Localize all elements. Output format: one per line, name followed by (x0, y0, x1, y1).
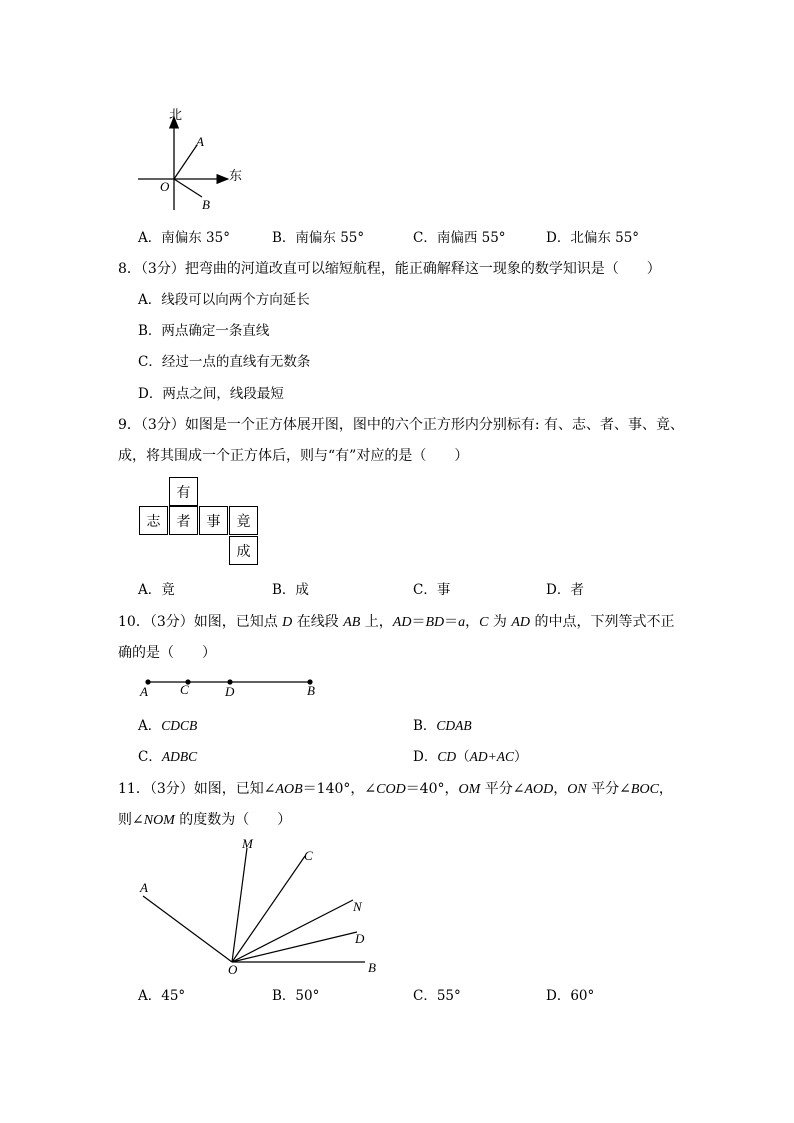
q10-option-c[interactable] (138, 747, 197, 767)
q10-stem-text: 10．（3分）如图，已知点 (118, 614, 283, 630)
label-c: C (304, 848, 313, 863)
q9-option-d[interactable]: D．者 (546, 582, 584, 598)
q11-stem-line2 (118, 810, 291, 831)
label-c: C (180, 682, 189, 697)
cube-cell-you: 有 (169, 477, 198, 506)
label-b: B (307, 683, 315, 698)
cube-cell-jing: 竟 (229, 506, 258, 535)
label-o: O (228, 962, 238, 977)
q11-option-a[interactable]: A．45° (138, 988, 186, 1004)
q10-stem-text: ＝ (411, 614, 426, 630)
q11-option-d[interactable]: D．60° (546, 988, 595, 1004)
q10-stem-text: 上， (360, 614, 393, 630)
north-label: 北 (169, 108, 183, 123)
option-label: C． (138, 749, 162, 765)
q11-var: NOM (143, 813, 175, 828)
q9-option-c[interactable]: C．事 (413, 582, 451, 598)
option-expr: ADBC (161, 749, 198, 764)
q10-var-ad: AD (392, 615, 412, 630)
angles-figure (135, 838, 395, 978)
q10-var-ad2: AD (511, 615, 531, 630)
segment-figure (135, 672, 325, 702)
cube-cell-cheng: 成 (229, 536, 258, 565)
label-o: O (160, 179, 170, 194)
q9-stem-line2: 成，将其围成一个正方体后，则与“有”对应的是（ ） (118, 448, 469, 464)
q11-var: OM (458, 782, 481, 797)
ray-ob (174, 179, 202, 197)
q11-var: ON (567, 782, 587, 797)
q9-option-b[interactable]: B．成 (272, 582, 309, 598)
q10-stem-text: 在线段 (292, 614, 344, 630)
q10-var-ab: AB (343, 615, 361, 630)
q11-stem-text: 平分∠ (480, 781, 525, 797)
q10-option-a[interactable] (138, 716, 197, 736)
q11-stem-line1 (118, 779, 673, 800)
q10-var-c: C (479, 615, 489, 630)
q8-option-c[interactable]: C．经过一点的直线有无数条 (138, 354, 311, 370)
option-expr: CDCB (161, 718, 198, 733)
q10-var-a: a (458, 615, 466, 630)
q11-stem-text: ， (553, 781, 568, 797)
ray-om (232, 848, 247, 962)
q7-option-c[interactable]: C．南偏西 55° (413, 230, 506, 246)
option-label: D． (413, 749, 438, 765)
ray-oc (232, 856, 305, 962)
option-label: B． (413, 718, 437, 734)
q10-stem-text: 为 (488, 614, 512, 630)
label-n: N (353, 899, 362, 914)
cube-cell-zhi: 志 (139, 506, 168, 535)
q10-var-bd: BD (425, 615, 445, 630)
ray-oa (174, 145, 197, 179)
east-label: 东 (229, 169, 243, 184)
q11-var: AOD (524, 782, 554, 797)
q9-option-a[interactable]: A．竟 (138, 582, 175, 598)
option-expr: CD (437, 749, 457, 764)
label-b: B (368, 960, 376, 975)
q10-option-b[interactable] (413, 716, 472, 736)
option-expr: CDAB (436, 718, 472, 733)
option-label: A． (138, 718, 162, 734)
q8-option-a[interactable]: A．线段可以向两个方向延长 (138, 292, 310, 308)
q10-stem-text: ， (465, 614, 480, 630)
compass-figure (135, 105, 245, 215)
q11-var: COD (376, 782, 406, 797)
ray-od (232, 932, 357, 962)
option-paren: ） (513, 749, 528, 765)
option-expr: AD+AC (469, 749, 514, 764)
q10-option-d[interactable] (413, 747, 527, 767)
cube-cell-shi: 事 (199, 506, 228, 535)
q10-stem-text: ＝ (444, 614, 459, 630)
q7-option-d[interactable]: D．北偏东 55° (546, 230, 640, 246)
q8-option-b[interactable]: B．两点确定一条直线 (138, 323, 270, 339)
q11-stem-text: 11．（3分）如图，已知∠ (118, 781, 276, 797)
label-a: A (140, 684, 148, 699)
q11-stem-text: 平分∠ (586, 781, 631, 797)
label-a: A (140, 880, 148, 895)
label-d: D (355, 931, 365, 946)
label-m: M (242, 836, 253, 851)
label-a: A (196, 134, 204, 149)
q10-stem-line2: 确的是（ ） (118, 645, 216, 661)
q8-option-d[interactable]: D．两点之间，线段最短 (138, 386, 284, 402)
q10-stem-line1 (118, 612, 674, 633)
q7-option-b[interactable]: B．南偏东 55° (272, 230, 365, 246)
q10-stem-text: 的中点，下列等式不正 (530, 614, 675, 630)
ray-oa (143, 896, 232, 962)
q11-option-c[interactable]: C．55° (413, 988, 461, 1004)
q11-stem-text: ＝40°， (405, 781, 459, 797)
q11-stem-text: 则∠ (118, 812, 144, 828)
cube-cell-zhe: 者 (169, 506, 198, 535)
q11-var: BOC (630, 782, 659, 797)
q11-option-b[interactable]: B．50° (272, 988, 320, 1004)
ray-on (232, 900, 353, 962)
q9-stem-line1: 9．（3分）如图是一个正方体展开图，图中的六个正方形内分别标有: 有、志、者、事、竟、 (118, 417, 684, 433)
q11-var: AOB (275, 782, 303, 797)
q8-stem: 8．（3分）把弯曲的河道改直可以缩短航程，能正确解释这一现象的数学知识是（ ） (118, 261, 661, 277)
label-d: D (225, 684, 235, 699)
q7-option-a[interactable]: A．南偏东 35° (138, 230, 230, 246)
q11-stem-text: ＝140°，∠ (302, 781, 377, 797)
q10-var-d: D (282, 615, 293, 630)
option-paren: （ (456, 749, 470, 765)
label-b: B (202, 197, 210, 212)
q11-stem-text: ， (658, 781, 673, 797)
q11-stem-text: 的度数为（ ） (174, 812, 292, 828)
